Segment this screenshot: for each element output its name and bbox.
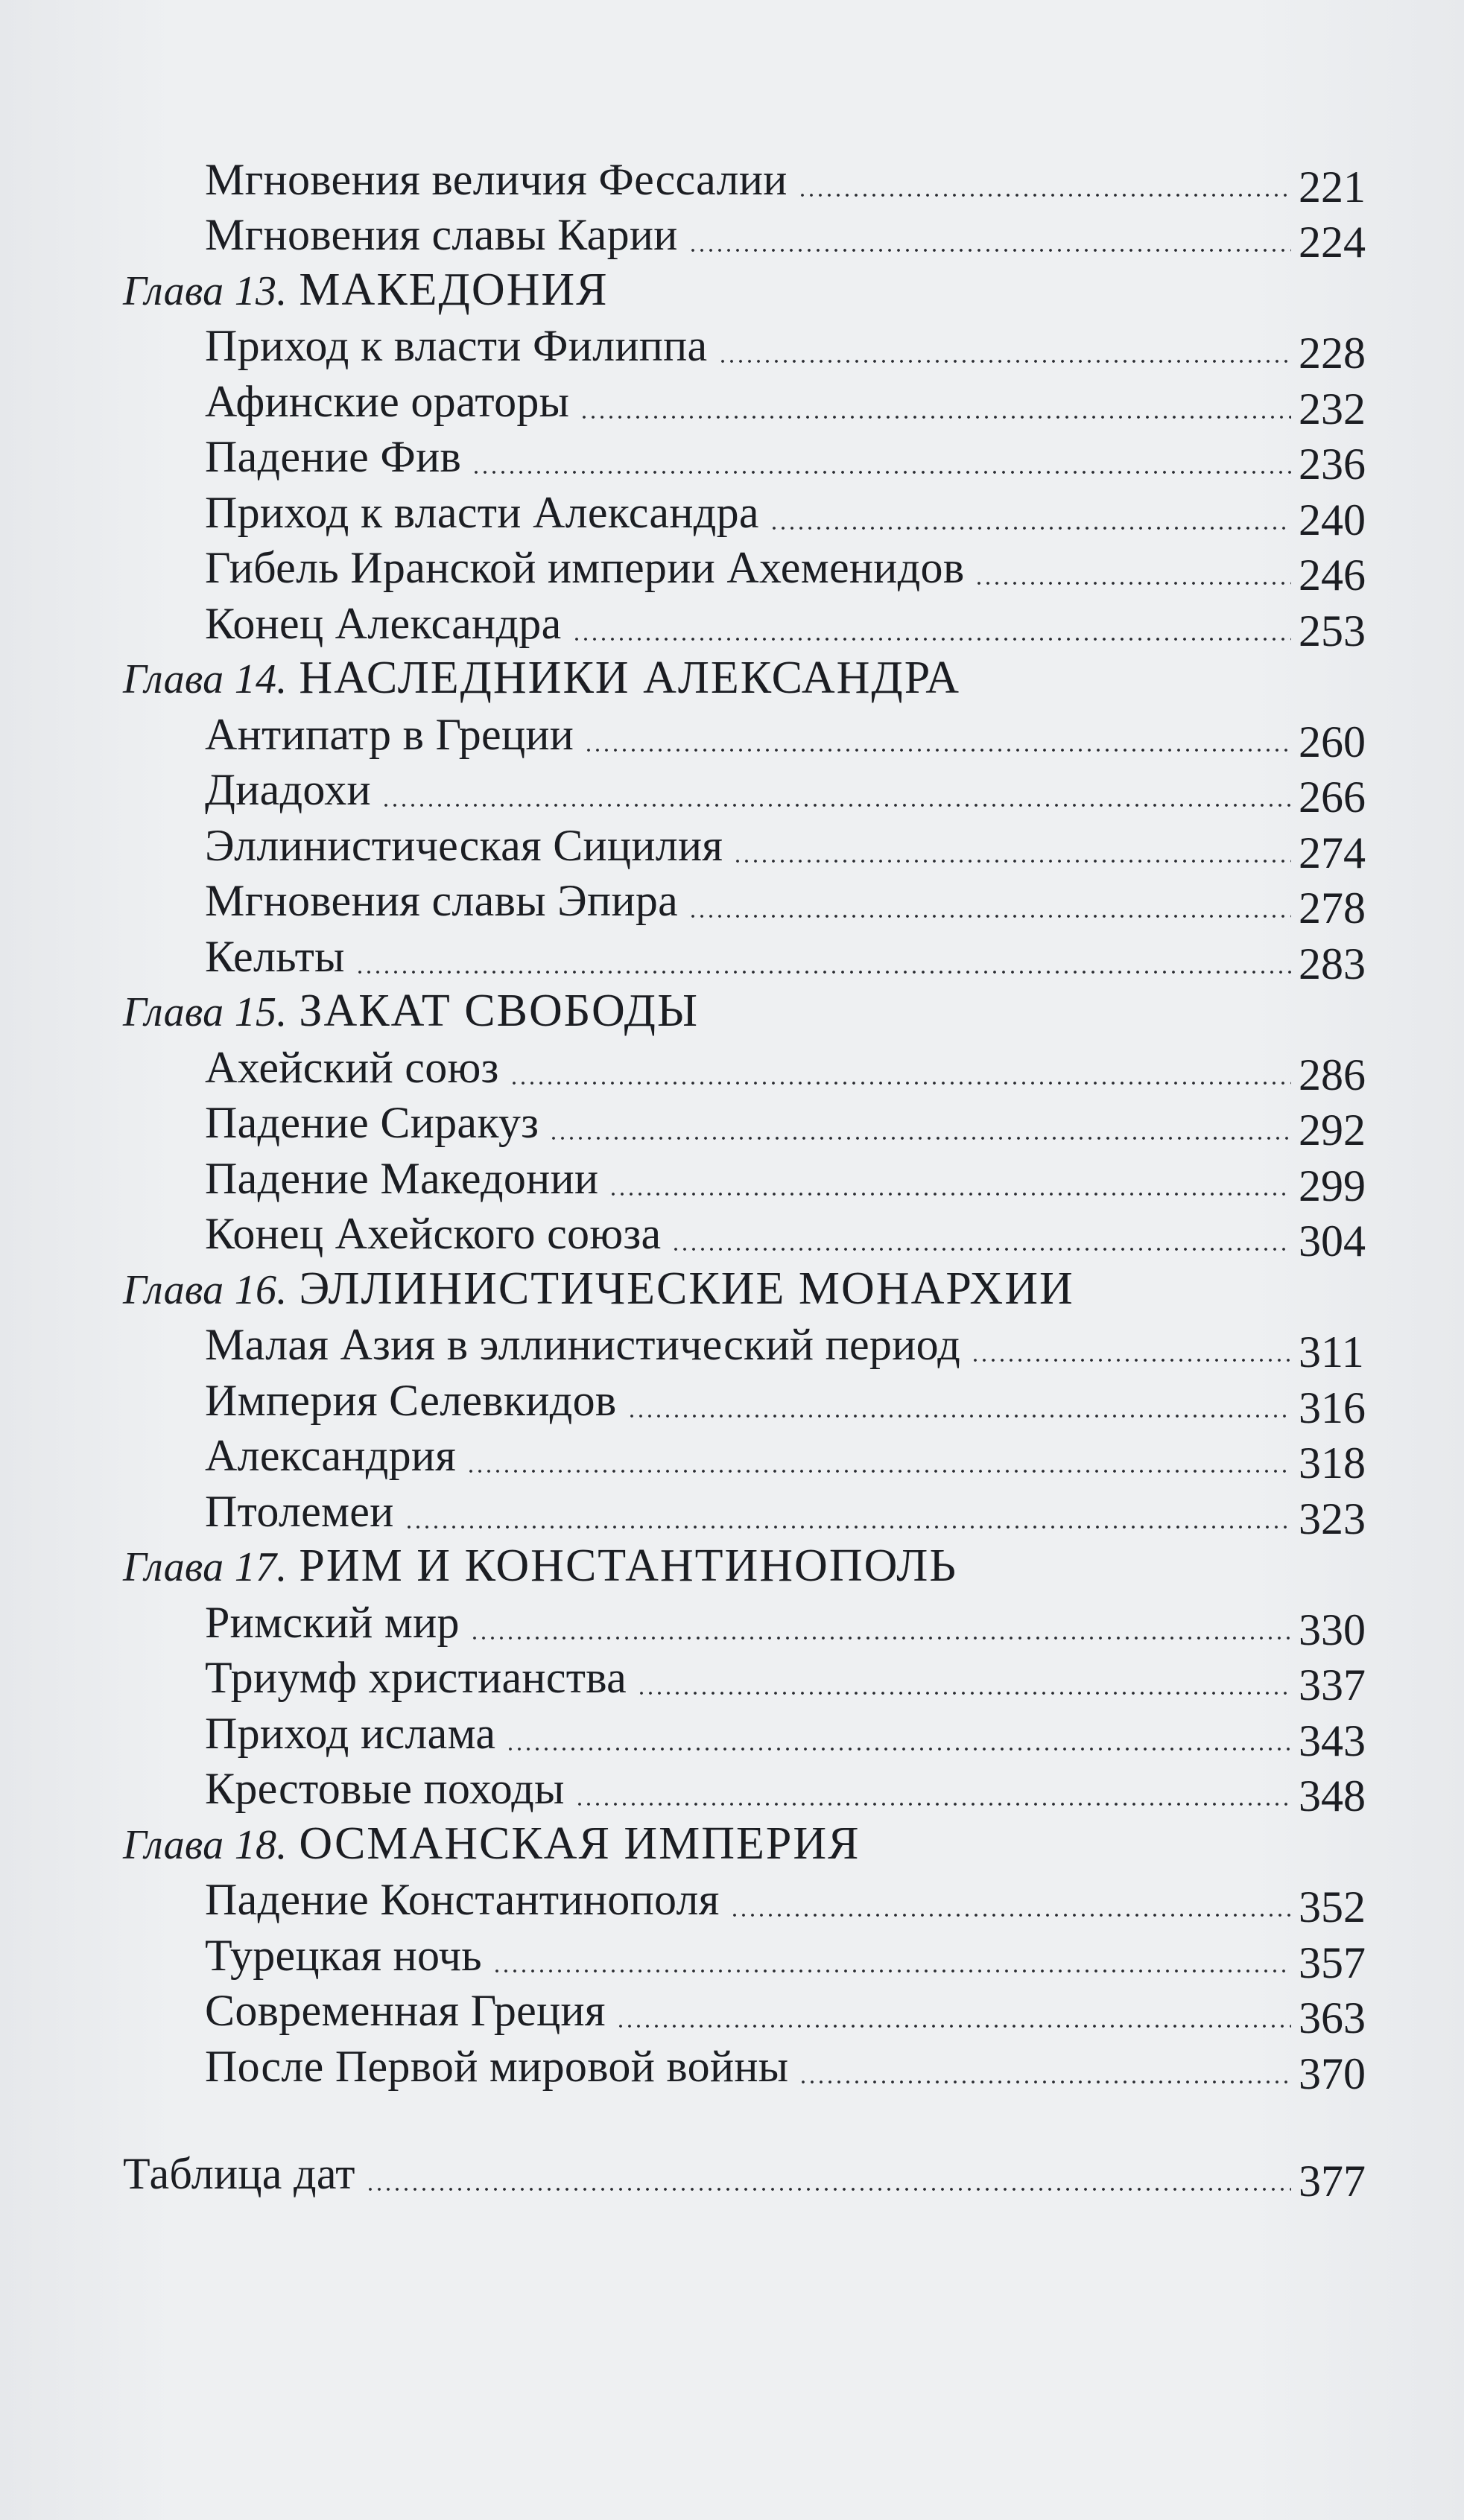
dot-leader	[688, 914, 1291, 918]
toc-entry	[123, 149, 1366, 212]
chapter-number: Глава 16.	[123, 1266, 288, 1313]
toc-page-number: 370	[1299, 2048, 1366, 2098]
toc-page-number: 318	[1299, 1438, 1366, 1488]
toc-entry-title: Приход к власти Филиппа	[205, 321, 708, 370]
toc-entry	[123, 316, 1366, 378]
chapter-title: МАКЕДОНИЯ	[299, 264, 609, 315]
toc-page-number: 236	[1299, 439, 1366, 489]
chapter-heading	[123, 982, 1360, 1038]
toc-page-number: 348	[1299, 1771, 1366, 1821]
chapter-heading-text	[123, 264, 609, 316]
toc-entry	[123, 1870, 1366, 1932]
toc-page-number: 337	[1299, 1660, 1366, 1710]
toc-page-number: 228	[1299, 329, 1366, 378]
toc-entry-title: Турецкая ночь	[205, 1930, 482, 1980]
toc-entry-title: Конец Ахейского союза	[205, 1209, 662, 1258]
chapter-number: Глава 15.	[123, 989, 288, 1035]
dot-leader	[627, 1414, 1291, 1418]
toc-entry-title: Триумф христианства	[205, 1653, 627, 1702]
toc-entry	[123, 371, 1366, 434]
toc-entry-title: Мгновения славы Карии	[205, 210, 678, 259]
chapter-heading	[123, 1814, 1360, 1870]
dot-leader	[671, 1247, 1291, 1251]
dot-leader	[609, 1192, 1291, 1196]
toc-page-number: 286	[1299, 1050, 1366, 1099]
toc-entry-title: Ахейский союз	[205, 1042, 499, 1092]
toc-entry-title: Афинские ораторы	[205, 376, 570, 426]
toc-page-number: 266	[1299, 772, 1366, 822]
toc-page-number: 311	[1299, 1327, 1364, 1377]
dot-leader	[730, 1913, 1291, 1917]
toc-entry	[123, 1093, 1366, 1155]
toc-page-number: 316	[1299, 1383, 1366, 1432]
toc-entry	[123, 1925, 1366, 1987]
toc-entry	[123, 1148, 1366, 1210]
dot-leader	[470, 1636, 1291, 1640]
toc-entry	[123, 205, 1366, 267]
toc-entry	[123, 815, 1366, 877]
toc-entry	[123, 1759, 1366, 1821]
chapter-heading-text	[123, 1818, 861, 1870]
chapter-number: Глава 18.	[123, 1821, 288, 1868]
chapter-heading-text	[123, 1263, 1074, 1315]
dot-leader	[799, 2080, 1291, 2084]
toc-page-number: 323	[1299, 1494, 1366, 1543]
toc-entry	[123, 593, 1366, 656]
toc-entry-title: Падение Фив	[205, 432, 462, 481]
toc-entry	[123, 538, 1366, 600]
dot-leader	[637, 1691, 1291, 1695]
dot-leader	[355, 970, 1291, 974]
toc-page-number: 377	[1299, 2156, 1366, 2206]
toc-entry	[123, 1981, 1366, 2043]
toc-entry	[123, 1370, 1366, 1432]
toc-page-number: 343	[1299, 1716, 1366, 1765]
toc-entry	[123, 760, 1366, 822]
chapter-title: РИМ И КОНСТАНТИНОПОЛЬ	[299, 1540, 957, 1591]
toc-entry	[123, 1426, 1366, 1488]
toc-entry-title: Александрия	[205, 1431, 457, 1480]
toc-entry	[123, 2144, 1366, 2206]
toc-entry	[123, 704, 1366, 767]
toc-page-number: 299	[1299, 1161, 1366, 1210]
chapter-number: Глава 13.	[123, 267, 288, 314]
toc-entry-title: Диадохи	[205, 765, 371, 814]
toc-page-number: 224	[1299, 218, 1366, 267]
dot-leader	[584, 748, 1291, 752]
dot-leader	[366, 2187, 1291, 2191]
table-of-contents	[123, 149, 1366, 2206]
chapter-heading	[123, 649, 1360, 705]
dot-leader	[688, 248, 1291, 253]
chapter-heading-text	[123, 988, 699, 1037]
dot-leader	[616, 2024, 1291, 2028]
toc-entry-title: Птолемеи	[205, 1486, 394, 1536]
toc-entry	[123, 926, 1366, 988]
chapter-heading-text	[123, 655, 960, 704]
chapter-number: Глава 17.	[123, 1544, 288, 1590]
dot-leader	[572, 637, 1291, 641]
chapter-number: Глава 14.	[123, 656, 288, 702]
toc-page-number: 283	[1299, 939, 1366, 988]
toc-entry	[123, 427, 1366, 489]
toc-page-number: 304	[1299, 1216, 1366, 1266]
toc-entry	[123, 1204, 1366, 1266]
toc-entry	[123, 482, 1366, 545]
toc-entry	[123, 1315, 1364, 1377]
dot-leader	[510, 1081, 1291, 1085]
toc-entry-title: Падение Константинополя	[205, 1875, 720, 1924]
chapter-heading	[123, 1537, 1360, 1593]
dot-leader	[472, 470, 1291, 475]
toc-entry-title: Таблица дат	[123, 2149, 355, 2198]
toc-page-number: 330	[1299, 1605, 1366, 1654]
toc-page-number: 260	[1299, 717, 1366, 767]
toc-page-number: 253	[1299, 606, 1366, 656]
toc-entry-title: После Первой мировой войны	[205, 2041, 789, 2091]
dot-leader	[718, 359, 1292, 364]
dot-leader	[506, 1747, 1291, 1751]
dot-leader	[405, 1525, 1291, 1529]
toc-page-number: 232	[1299, 384, 1366, 434]
chapter-heading-text	[123, 1540, 957, 1592]
toc-page-number: 292	[1299, 1105, 1366, 1155]
chapter-title: ОСМАНСКАЯ ИМПЕРИЯ	[299, 1818, 861, 1869]
dot-leader	[580, 415, 1291, 419]
toc-page-number: 352	[1299, 1882, 1366, 1932]
toc-entry-title: Антипатр в Греции	[205, 709, 574, 759]
toc-entry-title: Малая Азия в эллинистический период	[205, 1320, 961, 1369]
chapter-heading	[123, 1259, 1360, 1315]
toc-entry	[123, 1592, 1366, 1654]
toc-entry	[123, 1648, 1366, 1710]
toc-entry-title: Приход к власти Александра	[205, 487, 759, 537]
toc-page-number: 246	[1299, 550, 1366, 600]
toc-page-number: 357	[1299, 1937, 1366, 1987]
toc-entry-title: Крестовые походы	[205, 1764, 565, 1813]
toc-entry	[123, 1037, 1366, 1099]
toc-entry-title: Римский мир	[205, 1597, 460, 1647]
toc-entry-title: Современная Греция	[205, 1986, 606, 2035]
toc-entry-title: Империя Селевкидов	[205, 1375, 617, 1425]
toc-entry-title: Мгновения величия Фессалии	[205, 154, 788, 204]
toc-entry-title: Конец Александра	[205, 598, 562, 648]
toc-entry-title: Падение Сиракуз	[205, 1098, 539, 1147]
toc-entry	[123, 2036, 1366, 2098]
dot-leader	[798, 193, 1291, 197]
chapter-title: ЭЛЛИНИСТИЧЕСКИЕ МОНАРХИИ	[299, 1263, 1074, 1314]
dot-leader	[492, 1969, 1291, 1973]
toc-entry-title: Падение Македонии	[205, 1153, 599, 1203]
dot-leader	[381, 803, 1291, 807]
toc-page-number: 274	[1299, 828, 1366, 877]
toc-entry-title: Кельты	[205, 931, 345, 981]
dot-leader	[770, 526, 1291, 530]
toc-entry-title: Гибель Иранской империи Ахеменидов	[205, 543, 965, 592]
dot-leader	[975, 581, 1291, 585]
dot-leader	[971, 1358, 1291, 1362]
chapter-title: НАСЛЕДНИКИ АЛЕКСАНДРА	[299, 653, 961, 703]
toc-entry	[123, 1703, 1366, 1765]
toc-page-number: 221	[1299, 162, 1366, 212]
toc-page-number: 363	[1299, 1993, 1366, 2043]
chapter-heading	[123, 260, 1360, 316]
toc-entry	[123, 1481, 1366, 1543]
toc-entry-title: Мгновения славы Эпира	[205, 876, 679, 925]
toc-entry	[123, 871, 1366, 933]
toc-page-number: 240	[1299, 495, 1366, 545]
dot-leader	[733, 859, 1291, 863]
toc-page-number: 278	[1299, 883, 1366, 933]
toc-entry-title: Приход ислама	[205, 1708, 496, 1758]
dot-leader	[466, 1469, 1291, 1473]
dot-leader	[575, 1802, 1291, 1806]
dot-leader	[549, 1136, 1291, 1140]
toc-entry-title: Эллинистическая Сицилия	[205, 820, 723, 870]
chapter-title: ЗАКАТ СВОБОДЫ	[299, 986, 700, 1036]
